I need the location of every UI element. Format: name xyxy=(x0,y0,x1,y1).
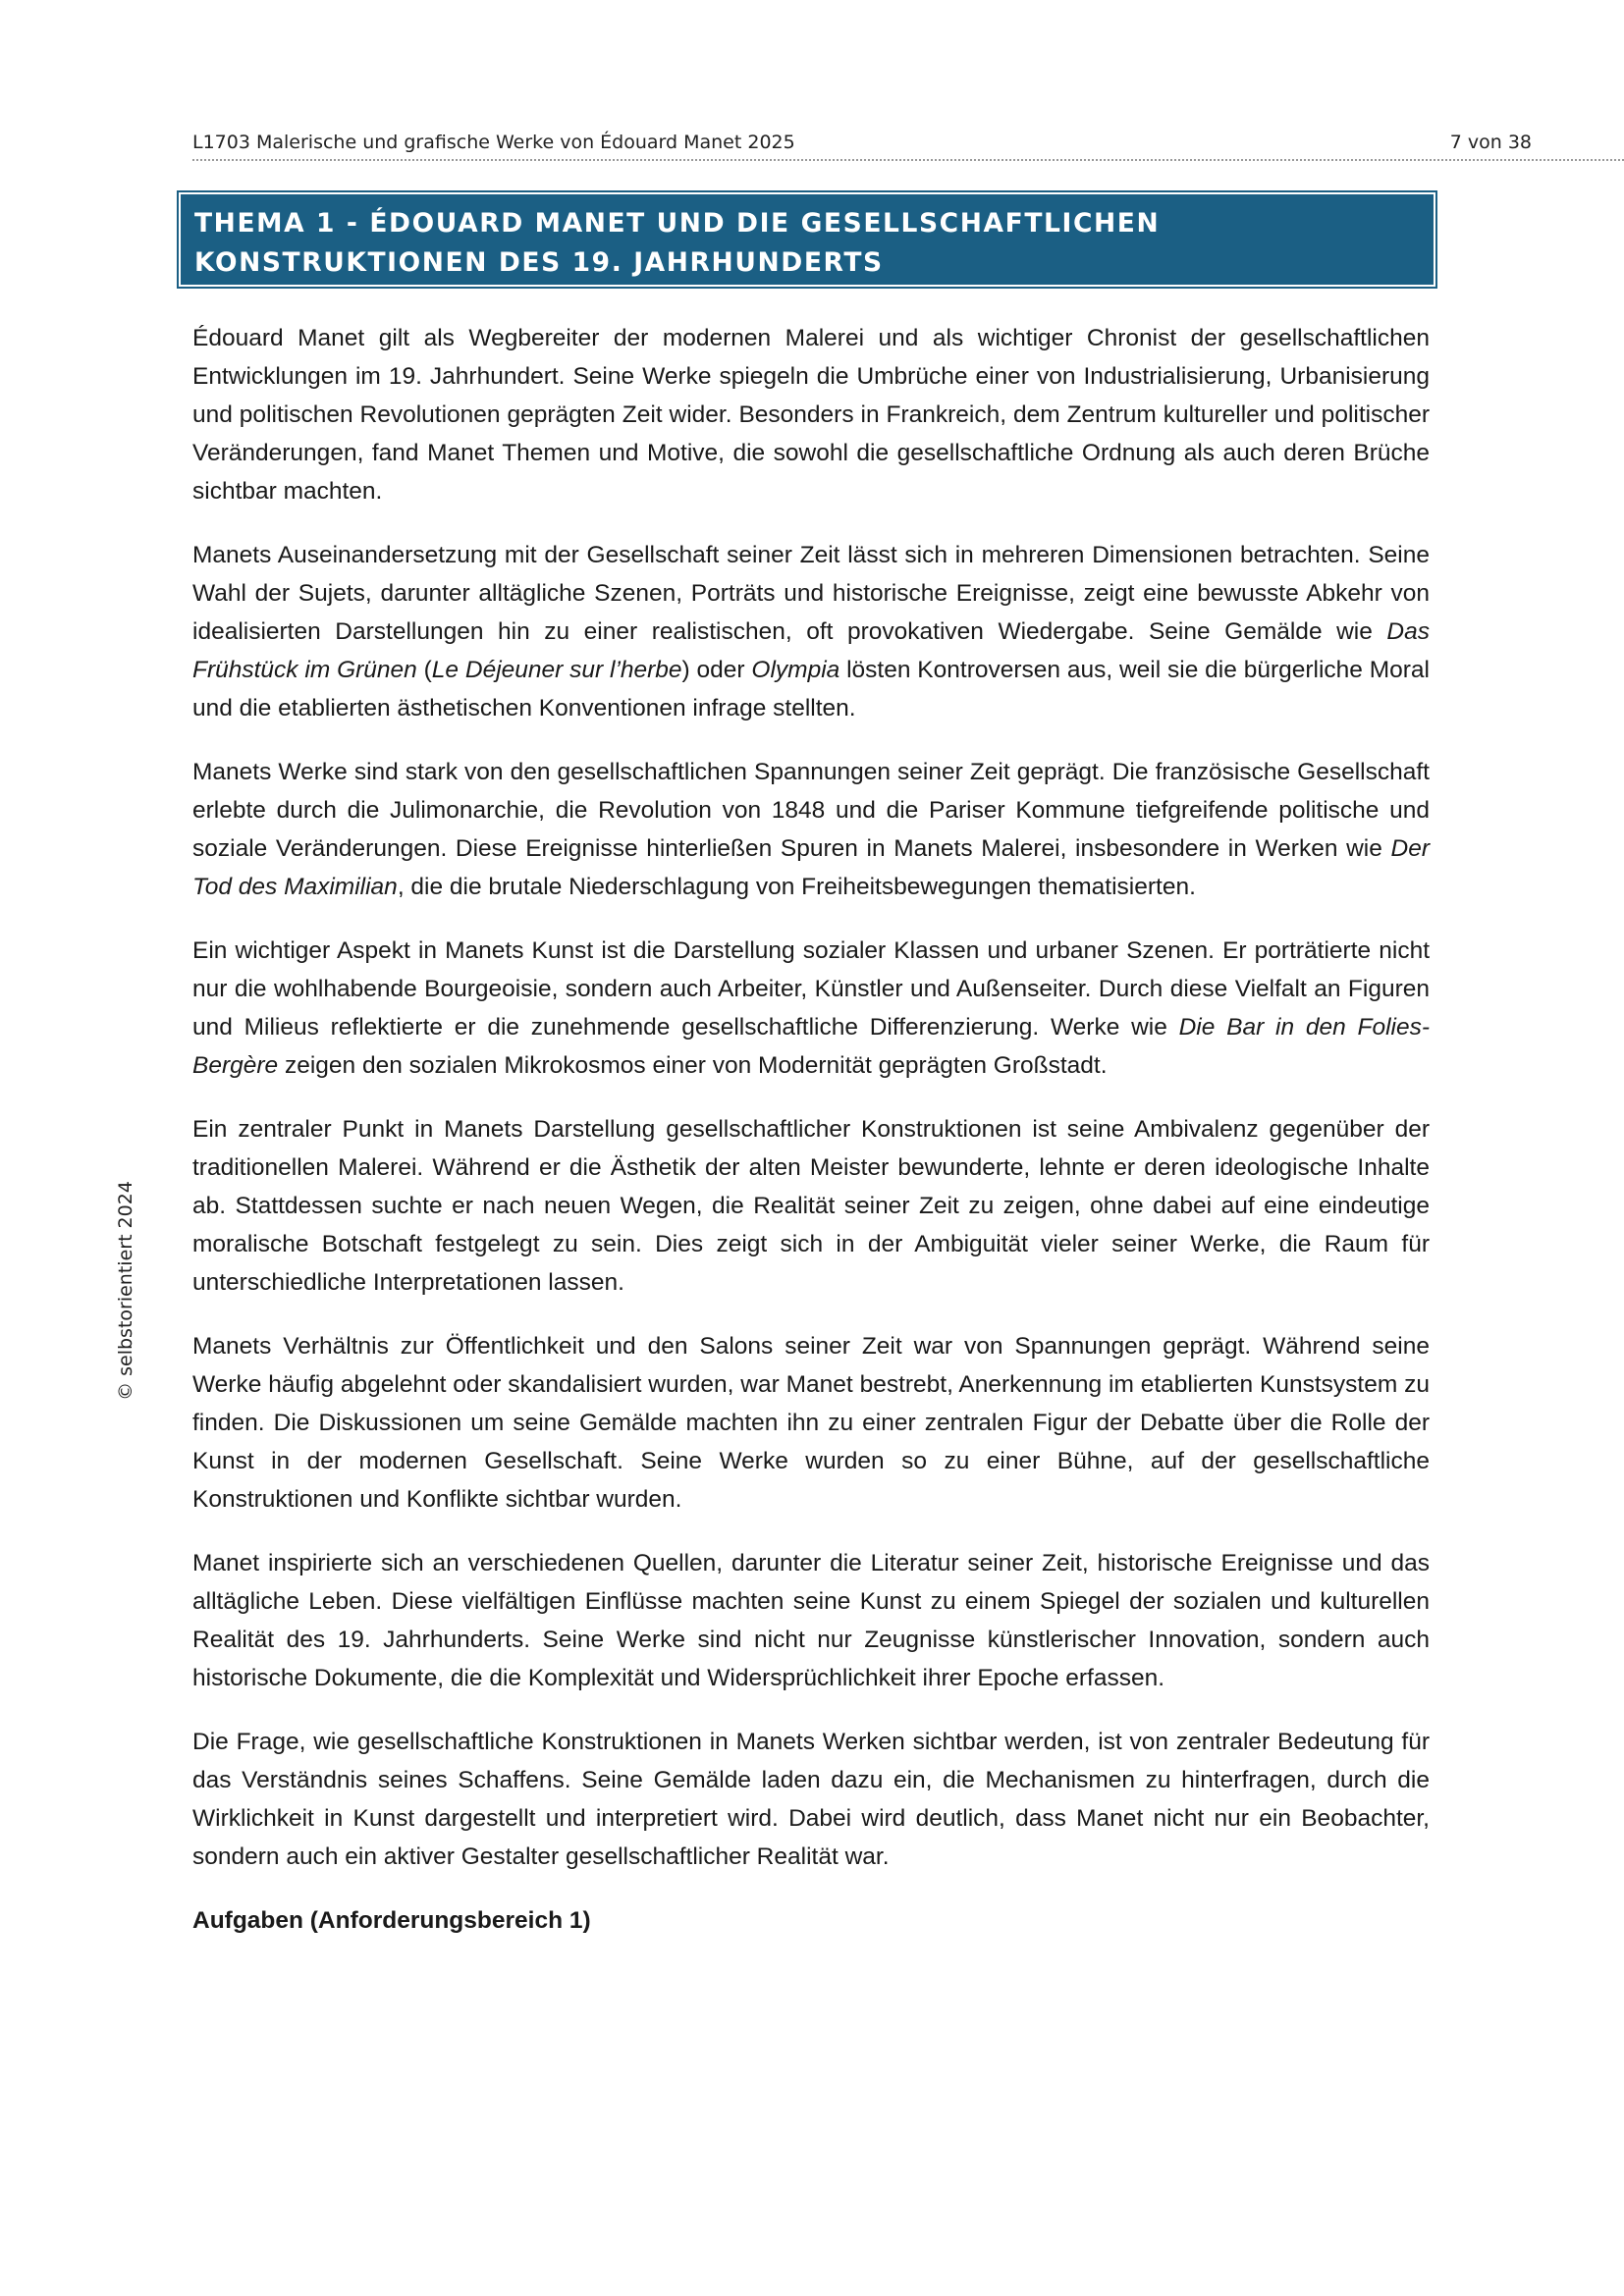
tasks-heading: Aufgaben (Anforderungsbereich 1) xyxy=(192,1907,591,1934)
section-title-box xyxy=(181,194,1434,285)
paragraph-2 xyxy=(192,536,1430,727)
paragraph-2-text-2: ( xyxy=(416,657,432,683)
page-header xyxy=(192,130,1624,161)
paragraph-2-text-4: lösten Kontroversen aus, weil sie die bürgerliche Moral und die etablierten ästhetischen Konventionen infrage stellten. xyxy=(192,657,1430,721)
artwork-title-maximilian: Der Tod des Maximilian xyxy=(192,835,1430,900)
paragraph-3-text-2: , die die brutale Niederschlagung von Freiheitsbewegungen thematisierten. xyxy=(397,874,1196,900)
artwork-title-fruehstueck: Das Frühstück im Grünen xyxy=(192,618,1430,683)
paragraph-3-text-1: Manets Werke sind stark von den gesellschaftlichen Spannungen seiner Zeit geprägt. Die französische Gesellschaft erlebte durch die Julimonarchie, die Revolution von 1848 und die Pariser Kommune tiefgreifende politische und soziale Veränderungen. Diese Ereignisse hinterließen Spuren in Manets Malerei, insbesondere in Werken wie xyxy=(192,759,1430,862)
paragraph-4-text-2: zeigen den sozialen Mikrokosmos einer von Modernität geprägten Großstadt. xyxy=(278,1052,1108,1079)
copyright-note: © selbstorientiert 2024 xyxy=(115,1181,136,1401)
section-title: THEMA 1 - ÉDOUARD MANET UND DIE GESELLSCHAFTLICHEN KONSTRUKTIONEN DES 19. JAHRHUNDERTS xyxy=(194,208,1161,278)
paragraph-1: Édouard Manet gilt als Wegbereiter der modernen Malerei und als wichtiger Chronist der gesellschaftlichen Entwicklungen im 19. Jahrhundert. Seine Werke spiegeln die Umbrüche einer von Industrialisierung, Urbanisierung und politischen Revolutionen geprägten Zeit wider. Besonders in Frankreich, dem Zentrum kultureller und politischer Veränderungen, fand Manet Themen und Motive, die sowohl die gesellschaftliche Ordnung als auch deren Brüche sichtbar machten. xyxy=(192,325,1430,505)
paragraph-4 xyxy=(192,932,1430,1085)
artwork-title-folies-bergere: Die Bar in den Folies-Bergère xyxy=(192,1014,1430,1079)
paragraph-6: Manets Verhältnis zur Öffentlichkeit und den Salons seiner Zeit war von Spannungen geprägt. Während seine Werke häufig abgelehnt oder skandalisiert wurden, war Manet bestrebt, Anerkennung im etablierten Kunstsystem zu finden. Die Diskussionen um seine Gemälde machten ihn zu einer zentralen Figur der Debatte über die Rolle der Kunst in der modernen Gesellschaft. Seine Werke wurden so zu einer Bühne, auf der gesellschaftliche Konstruktionen und Konflikte sichtbar wurden. xyxy=(192,1333,1430,1513)
paragraph-7: Manet inspirierte sich an verschiedenen Quellen, darunter die Literatur seiner Zeit, historische Ereignisse und das alltägliche Leben. Diese vielfältigen Einflüsse machten seine Kunst zu einem Spiegel der sozialen und kulturellen Realität des 19. Jahrhunderts. Seine Werke sind nicht nur Zeugnisse künstlerischer Innovation, sondern auch historische Dokumente, die die Komplexität und Widersprüchlichkeit ihrer Epoche erfassen. xyxy=(192,1550,1430,1691)
paragraph-8: Die Frage, wie gesellschaftliche Konstruktionen in Manets Werken sichtbar werden, ist von zentraler Bedeutung für das Verständnis seines Schaffens. Seine Gemälde laden dazu ein, die Mechanismen zu hinterfragen, durch die Wirklichkeit in Kunst dargestellt und interpretiert wird. Dabei wird deutlich, dass Manet nicht nur ein Beobachter, sondern auch ein aktiver Gestalter gesellschaftlicher Realität war. xyxy=(192,1729,1430,1870)
main-content xyxy=(192,319,1430,1940)
paragraph-5: Ein zentraler Punkt in Manets Darstellung gesellschaftlicher Konstruktionen ist seine Ambivalenz gegenüber der traditionellen Malerei. Während er die Ästhetik der alten Meister bewunderte, lehnte er deren ideologische Inhalte ab. Stattdessen suchte er nach neuen Wegen, die Realität seiner Zeit zu zeigen, ohne dabei auf eine eindeutige moralische Botschaft festgelegt zu sein. Dies zeigt sich in der Ambiguität vieler seiner Werke, die Raum für unterschiedliche Interpretationen lassen. xyxy=(192,1116,1430,1296)
document-title: L1703 Malerische und grafische Werke von Édouard Manet 2025 xyxy=(192,132,795,153)
paragraph-2-text-3: ) oder xyxy=(681,657,752,683)
paragraph-2-text-1: Manets Auseinandersetzung mit der Gesellschaft seiner Zeit lässt sich in mehreren Dimensionen betrachten. Seine Wahl der Sujets, darunter alltägliche Szenen, Porträts und historische Ereignisse, zeigt eine bewusste Abkehr von idealisierten Darstellungen hin zu einer realistischen, oft provokativen Wiedergabe. Seine Gemälde wie xyxy=(192,542,1430,645)
page-number: 7 von 38 xyxy=(1449,132,1532,153)
artwork-title-dejeuner: Le Déjeuner sur l’herbe xyxy=(431,657,682,683)
paragraph-3 xyxy=(192,753,1430,906)
paragraph-4-text-1: Ein wichtiger Aspekt in Manets Kunst ist die Darstellung sozialer Klassen und urbaner Szenen. Er porträtierte nicht nur die wohlhabende Bourgeoisie, sondern auch Arbeiter, Künstler und Außenseiter. Durch diese Vielfalt an Figuren und Milieus reflektierte er die zunehmende gesellschaftliche Differenzierung. Werke wie xyxy=(192,937,1430,1041)
artwork-title-olympia: Olympia xyxy=(751,657,840,683)
